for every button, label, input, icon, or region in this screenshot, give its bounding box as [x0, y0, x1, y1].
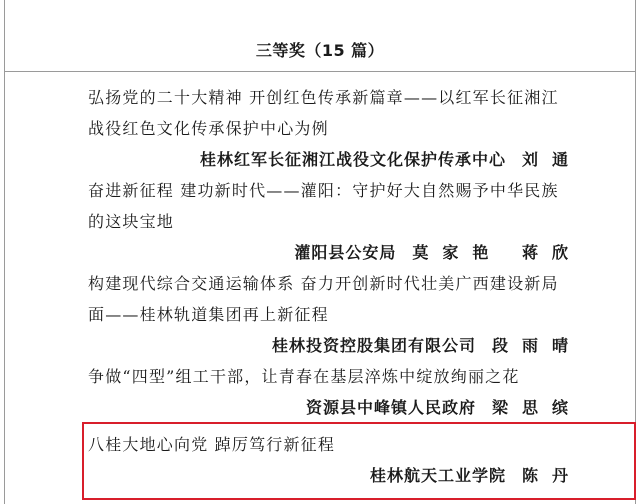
entry-title-line: 面——桂林轨道集团再上新征程: [88, 305, 329, 324]
highlight-box: [82, 422, 636, 500]
entry-organization: 桂林航天工业学院: [369, 466, 506, 485]
entry-organization: 桂林红军长征湘江战役文化保护传承中心: [199, 150, 506, 169]
entry-byline: [88, 392, 582, 423]
entry-title-line: 争做“四型”组工干部，让青春在基层淬炼中绽放绚丽之花: [88, 367, 520, 386]
entry-title-line: 奋进新征程 建功新时代——灌阳：守护好大自然赐予中华民族: [88, 181, 559, 200]
entry-byline: [88, 144, 582, 175]
entry-title-line: 的这块宝地: [88, 212, 175, 231]
award-entry: [88, 268, 582, 361]
entry-byline: [88, 330, 582, 361]
award-entry: [88, 361, 582, 423]
entry-author: 陈丹: [521, 466, 582, 485]
entry-organization: 灌阳县公安局: [294, 243, 397, 262]
entry-title-line: 弘扬党的二十大精神 开创红色传承新篇章——以红军长征湘江: [88, 88, 559, 107]
entry-author: 刘通: [521, 150, 582, 169]
entry-author: 莫家艳 蒋欣: [412, 243, 582, 262]
entry-title-line: 构建现代综合交通运输体系 奋力开创新时代壮美广西建设新局: [88, 274, 559, 293]
section-header: [4, 0, 636, 72]
entry-author: 段雨晴: [491, 336, 582, 355]
entry-title-line: 战役红色文化传承保护中心为例: [88, 119, 329, 138]
section-title: 三等奖（15 篇）: [255, 41, 385, 60]
entry-author: 梁思缤: [491, 398, 582, 417]
entry-organization: 资源县中峰镇人民政府: [305, 398, 476, 417]
entry-organization: 桂林投资控股集团有限公司: [271, 336, 476, 355]
award-entry: [88, 175, 582, 268]
entry-byline: [88, 237, 582, 268]
award-entry: [88, 82, 582, 175]
entry-title-line: 八桂大地心向党 踔厉笃行新征程: [88, 435, 336, 454]
